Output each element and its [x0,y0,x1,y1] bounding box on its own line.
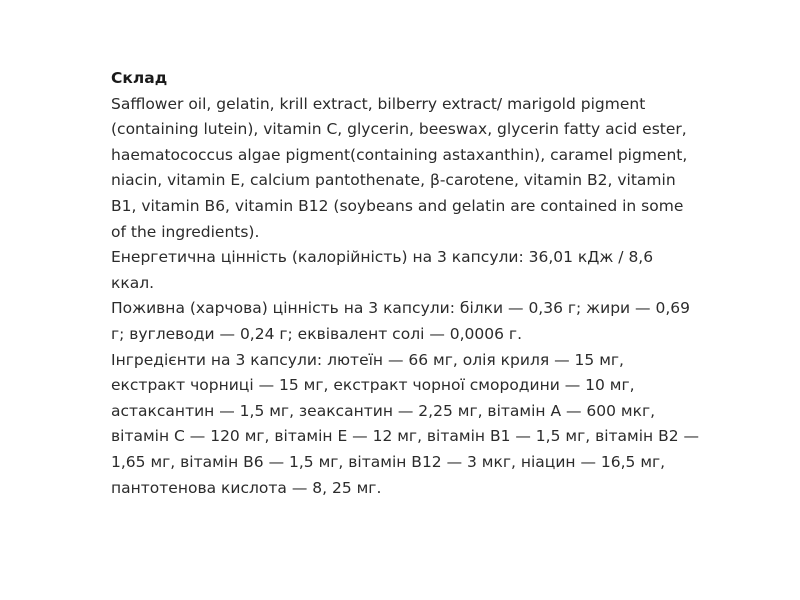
composition-section [111,66,701,501]
composition-heading: Склад [111,69,168,87]
ingredients-per-dose-paragraph: Інгредієнти на 3 капсули: лютеїн — 66 мг, олія криля — 15 мг, екстракт чорниці — 15 мг, екстракт чорної смородини — 10 мг, астаксантин — 1,5 мг, зеаксантин — 2,25 мг, вітамін А — 600 мкг, вітамін С — 120 мг, вітамін Е — 12 мг, вітамін В1 — 1,5 мг, вітамін В2 — 1,65 мг, вітамін В6 — 1,5 мг, вітамін В12 — 3 мкг, ніацин — 16,5 мг, пантотенова кислота — 8, 25 мг. [111,350,700,497]
energy-value-paragraph: Енергетична цінність (калорійність) на 3 капсули: 36,01 кДж / 8,6 ккал. [111,248,654,292]
ingredients-english-paragraph: Safflower oil, gelatin, krill extract, bilberry extract/ marigold pigment (containing lutein), vitamin C, glycerin, beeswax, glycerin fatty acid ester, haematococcus algae pigment(containing astaxanthin), caramel pigment, niacin, vitamin E, calcium pantothenate, β-carotene, vitamin B2, vitamin B1, vitamin B6, vitamin B12 (soybeans and gelatin are contained in some of the ingredients). [111,94,688,241]
nutritional-value-paragraph: Поживна (харчова) цінність на 3 капсули: білки — 0,36 г; жири — 0,69 г; вуглеводи — 0,24 г; еквівалент солі — 0,0006 г. [111,299,690,343]
